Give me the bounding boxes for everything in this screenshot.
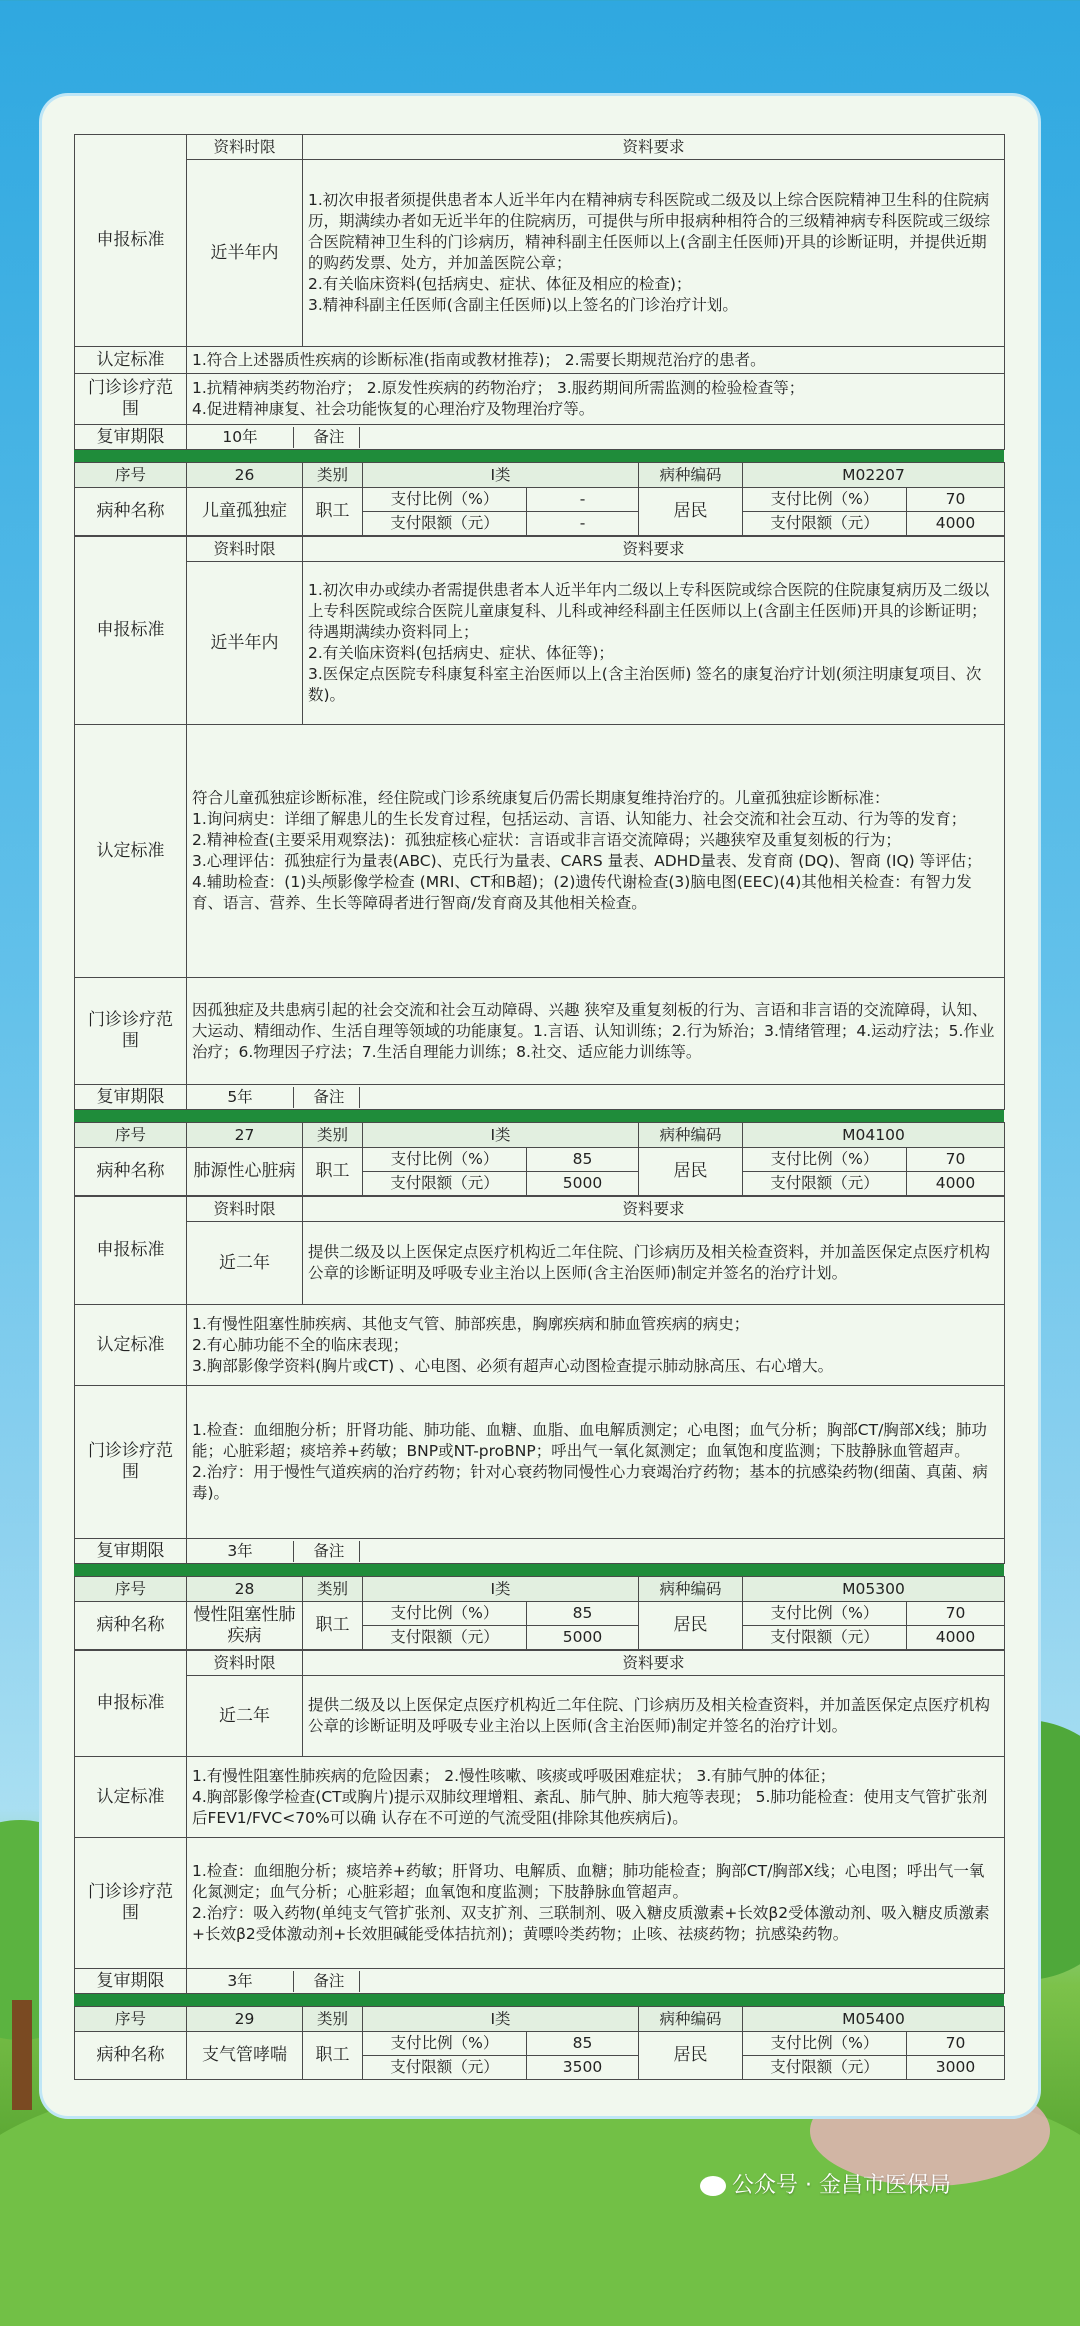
mingcheng-value: 儿童孤独症 [187, 488, 303, 536]
zg-bili-value: 85 [527, 2032, 639, 2056]
fushen-label: 复审期限 [75, 1539, 187, 1564]
jm-xiane-value: 4000 [907, 1626, 1005, 1650]
rending-label: 认定标准 [75, 1305, 187, 1386]
jm-bili-label: 支付比例（%） [743, 488, 907, 512]
beizhu-label: 备注 [299, 1971, 360, 1992]
rending-label: 认定标准 [75, 1757, 187, 1838]
fushen-label: 复审期限 [75, 1969, 187, 1994]
bianma-value: M05300 [743, 1577, 1005, 1602]
xuhao-label: 序号 [75, 1577, 187, 1602]
jm-xiane-value: 4000 [907, 512, 1005, 536]
leibie-label: 类别 [303, 1123, 363, 1148]
jm-xiane-label: 支付限额（元） [743, 1626, 907, 1650]
fushen-value: 3年 [187, 1971, 294, 1992]
menzhen-value: 1.检查：血细胞分析；肝肾功能、肺功能、血糖、血脂、血电解质测定；心电图；血气分析；胸部CT/胸部X线；肺功能；心脏彩超；痰培养+药敏；BNP或NT-proBNP；呼出气一氧化氮测定；血氧饱和度监测；下肢静脉血管超声。 2.治疗：用于慢性气道疾病的治疗药物；针对心衰药物同慢性心力衰竭治疗药物；基本的抗感染药物(细菌、真菌、病毒)。 [187, 1386, 1005, 1539]
zg-xiane-value: - [527, 512, 639, 536]
section-divider [74, 1564, 1004, 1576]
zg-bili-value: - [527, 488, 639, 512]
zg-xiane-value: 5000 [527, 1626, 639, 1650]
bianma-label: 病种编码 [639, 1577, 743, 1602]
jm-xiane-label: 支付限额（元） [743, 512, 907, 536]
leibie-value: Ⅰ类 [363, 1123, 639, 1148]
ziliao-yaoqiu-header: 资料要求 [303, 1651, 1005, 1676]
ziliao-shixian-value: 近二年 [187, 1676, 303, 1757]
rending-value: 符合儿童孤独症诊断标准，经住院或门诊系统康复后仍需长期康复维持治疗的。儿童孤独症诊断标准： 1.询问病史：详细了解患儿的生长发育过程，包括运动、言语、认知能力、社会交流和社会互动、行为等的发育； 2.精神检查(主要采用观察法)：孤独症核心症状：言语或非言语交流障碍；兴趣狭窄及重复刻板的行为； 3.心理评估：孤独症行为量表(ABC)、克氏行为量表、CARS 量表、ADHD量表、发育商 (DQ)、智商 (IQ) 等评估； 4.辅助检查：(1)头颅影像学检查 (MRI、CT和B超)；(2)遗传代谢检查(3)脑电图(EEC)(4)其他相关检查：有智力发育、语言、营养、生长等障碍者进行智商/发育商及其他相关检查。 [187, 725, 1005, 978]
fushen-value: 10年 [187, 427, 294, 448]
beizhu-label: 备注 [299, 1541, 360, 1562]
mingcheng-label: 病种名称 [75, 1602, 187, 1650]
ziliao-shixian-header: 资料时限 [187, 1651, 303, 1676]
bianma-value: M04100 [743, 1123, 1005, 1148]
mingcheng-label: 病种名称 [75, 1148, 187, 1196]
ziliao-yaoqiu-header: 资料要求 [303, 1197, 1005, 1222]
xuhao-value: 27 [187, 1123, 303, 1148]
rending-value: 1.有慢性阻塞性肺疾病、其他支气管、肺部疾患，胸廓疾病和肺血管疾病的病史； 2.有心肺功能不全的临床表现； 3.胸部影像学资料(胸片或CT) 、心电图、必须有超声心动图检查提示肺动脉高压、右心增大。 [187, 1305, 1005, 1386]
content-card [42, 96, 1038, 2116]
bianma-label: 病种编码 [639, 1123, 743, 1148]
zg-bili-label: 支付比例（%） [363, 1148, 527, 1172]
menzhen-value: 因孤独症及共患病引起的社会交流和社会互动障碍、兴趣 狭窄及重复刻板的行为、言语和非言语的交流障碍，认知、大运动、精细动作、生活自理等领域的功能康复。1.言语、认知训练；2.行为矫治；3.情绪管理；4.运动疗法；5.作业治疗；6.物理因子疗法；7.生活自理能力训练；8.社交、适应能力训练等。 [187, 978, 1005, 1085]
jumin-label: 居民 [639, 2032, 743, 2080]
zg-bili-label: 支付比例（%） [363, 1602, 527, 1626]
jm-bili-value: 70 [907, 1602, 1005, 1626]
disease-table-27 [74, 1122, 1005, 1196]
wechat-icon [700, 2176, 726, 2196]
disease-table-26 [74, 462, 1005, 536]
bianma-label: 病种编码 [639, 463, 743, 488]
menzhen-label: 门诊诊疗范围 [75, 1838, 187, 1969]
fushen-row [187, 1539, 1005, 1564]
xuhao-value: 28 [187, 1577, 303, 1602]
ziliao-yaoqiu-header: 资料要求 [303, 135, 1005, 160]
jm-bili-label: 支付比例（%） [743, 1148, 907, 1172]
fushen-row [187, 425, 1005, 450]
jumin-label: 居民 [639, 488, 743, 536]
beizhu-label: 备注 [299, 427, 360, 448]
jm-xiane-value: 3000 [907, 2056, 1005, 2080]
zg-xiane-value: 3500 [527, 2056, 639, 2080]
section-divider [74, 450, 1004, 462]
leibie-label: 类别 [303, 2007, 363, 2032]
jm-bili-label: 支付比例（%） [743, 1602, 907, 1626]
zg-xiane-label: 支付限额（元） [363, 512, 527, 536]
beizhu-label: 备注 [299, 1087, 360, 1108]
mingcheng-value: 支气管哮喘 [187, 2032, 303, 2080]
footer-watermark [700, 2168, 1060, 2198]
disease-table-28 [74, 1576, 1005, 1650]
ziliao-shixian-value: 近半年内 [187, 562, 303, 725]
zg-xiane-label: 支付限额（元） [363, 2056, 527, 2080]
jm-xiane-label: 支付限额（元） [743, 2056, 907, 2080]
jm-xiane-label: 支付限额（元） [743, 1172, 907, 1196]
fushen-value: 5年 [187, 1087, 294, 1108]
fushen-row [187, 1969, 1005, 1994]
zg-bili-label: 支付比例（%） [363, 488, 527, 512]
ziliao-shixian-value: 近二年 [187, 1222, 303, 1305]
fushen-label: 复审期限 [75, 1085, 187, 1110]
leibie-value: Ⅰ类 [363, 1577, 639, 1602]
menzhen-value: 1.抗精神病类药物治疗； 2.原发性疾病的药物治疗； 3.服药期间所需监测的检验检查等； 4.促进精神康复、社会功能恢复的心理治疗及物理治疗等。 [187, 374, 1005, 425]
rending-value: 1.有慢性阻塞性肺疾病的危险因素； 2.慢性咳嗽、咳痰或呼吸困难症状； 3.有肺气肿的体征； 4.胸部影像学检查(CT或胸片)提示双肺纹理增粗、紊乱、肺气肿、肺大疱等表现； 5.肺功能检查：使用支气管扩张剂后FEV1/FVC<70%可以确 认存在不可逆的气流受阻(排除其他疾病后)。 [187, 1757, 1005, 1838]
xuhao-value: 26 [187, 463, 303, 488]
content-tables [74, 134, 1004, 2080]
ziliao-yaoqiu-value: 提供二级及以上医保定点医疗机构近二年住院、门诊病历及相关检查资料，并加盖医保定点医疗机构公章的诊断证明及呼吸专业主治以上医师(含主治医师)制定并签名的治疗计划。 [303, 1222, 1005, 1305]
xuhao-label: 序号 [75, 2007, 187, 2032]
menzhen-label: 门诊诊疗范围 [75, 978, 187, 1085]
ziliao-shixian-value: 近半年内 [187, 160, 303, 347]
zg-xiane-label: 支付限额（元） [363, 1626, 527, 1650]
jm-bili-value: 70 [907, 488, 1005, 512]
disease-detail-26 [74, 536, 1005, 1110]
jm-bili-value: 70 [907, 1148, 1005, 1172]
disease-detail-28 [74, 1650, 1005, 1994]
mingcheng-label: 病种名称 [75, 2032, 187, 2080]
menzhen-label: 门诊诊疗范围 [75, 1386, 187, 1539]
bianma-label: 病种编码 [639, 2007, 743, 2032]
shenbao-label: 申报标准 [75, 1197, 187, 1305]
ziliao-yaoqiu-value: 提供二级及以上医保定点医疗机构近二年住院、门诊病历及相关检查资料，并加盖医保定点医疗机构公章的诊断证明及呼吸专业主治以上医师(含主治医师)制定并签名的治疗计划。 [303, 1676, 1005, 1757]
fushen-row [187, 1085, 1005, 1110]
ziliao-yaoqiu-value: 1.初次申报者须提供患者本人近半年内在精神病专科医院或二级及以上综合医院精神卫生科的住院病历，期满续办者如无近半年的住院病历，可提供与所申报病种相符合的三级精神病专科医院或三级综合医院精神卫生科的门诊病历，精神科副主任医师以上(含副主任医师)开具的诊断证明，并提供近期的购药发票、处方，并加盖医院公章； 2.有关临床资料(包括病史、症状、体征及相应的检查)； 3.精神科副主任医师(含副主任医师)以上签名的门诊治疗计划。 [303, 160, 1005, 347]
menzhen-label: 门诊诊疗范围 [75, 374, 187, 425]
jm-bili-label: 支付比例（%） [743, 2032, 907, 2056]
mingcheng-value: 肺源性心脏病 [187, 1148, 303, 1196]
leibie-label: 类别 [303, 1577, 363, 1602]
bianma-value: M05400 [743, 2007, 1005, 2032]
disease-table-prev [74, 134, 1005, 450]
rending-label: 认定标准 [75, 725, 187, 978]
background-tree-trunk [12, 2000, 32, 2110]
xuhao-value: 29 [187, 2007, 303, 2032]
section-divider [74, 1994, 1004, 2006]
xuhao-label: 序号 [75, 1123, 187, 1148]
zg-xiane-value: 5000 [527, 1172, 639, 1196]
jm-xiane-value: 4000 [907, 1172, 1005, 1196]
zg-xiane-label: 支付限额（元） [363, 1172, 527, 1196]
zg-bili-label: 支付比例（%） [363, 2032, 527, 2056]
shenbao-label: 申报标准 [75, 1651, 187, 1757]
zhigong-label: 职工 [303, 2032, 363, 2080]
xuhao-label: 序号 [75, 463, 187, 488]
zg-bili-value: 85 [527, 1148, 639, 1172]
shenbao-label: 申报标准 [75, 135, 187, 347]
leibie-value: Ⅰ类 [363, 2007, 639, 2032]
rending-value: 1.符合上述器质性疾病的诊断标准(指南或教材推荐)； 2.需要长期规范治疗的患者。 [187, 347, 1005, 374]
leibie-value: Ⅰ类 [363, 463, 639, 488]
fushen-label: 复审期限 [75, 425, 187, 450]
bianma-value: M02207 [743, 463, 1005, 488]
fushen-value: 3年 [187, 1541, 294, 1562]
shenbao-label: 申报标准 [75, 537, 187, 725]
ziliao-shixian-header: 资料时限 [187, 135, 303, 160]
menzhen-value: 1.检查：血细胞分析；痰培养+药敏；肝肾功、电解质、血糖；肺功能检查；胸部CT/胸部X线；心电图；呼出气一氧化氮测定；血气分析；心脏彩超；血氧饱和度监测；下肢静脉血管超声。 2.治疗：吸入药物(单纯支气管扩张剂、双支扩剂、三联制剂、吸入糖皮质激素+长效β2受体激动剂、吸入糖皮质激素+长效β2受体激动剂+长效胆碱能受体拮抗剂)；黄嘌呤类药物；止咳、祛痰药物；抗感染药物。 [187, 1838, 1005, 1969]
zhigong-label: 职工 [303, 1602, 363, 1650]
jumin-label: 居民 [639, 1148, 743, 1196]
ziliao-shixian-header: 资料时限 [187, 1197, 303, 1222]
mingcheng-value: 慢性阻塞性肺疾病 [187, 1602, 303, 1650]
jumin-label: 居民 [639, 1602, 743, 1650]
ziliao-yaoqiu-value: 1.初次申办或续办者需提供患者本人近半年内二级以上专科医院或综合医院的住院康复病历及二级以上专科医院或综合医院儿童康复科、儿科或神经科副主任医师以上(含副主任医师)开具的诊断证明；待遇期满续办资料同上； 2.有关临床资料(包括病史、症状、体征等)； 3.医保定点医院专科康复科室主治医师以上(含主治医师) 签名的康复治疗计划(须注明康复项目、次数)。 [303, 562, 1005, 725]
zhigong-label: 职工 [303, 488, 363, 536]
mingcheng-label: 病种名称 [75, 488, 187, 536]
ziliao-shixian-header: 资料时限 [187, 537, 303, 562]
footer-text: 公众号 · 金昌市医保局 [732, 2173, 951, 2198]
zhigong-label: 职工 [303, 1148, 363, 1196]
jm-bili-value: 70 [907, 2032, 1005, 2056]
ziliao-yaoqiu-header: 资料要求 [303, 537, 1005, 562]
disease-table-29 [74, 2006, 1005, 2080]
section-divider [74, 1110, 1004, 1122]
rending-label: 认定标准 [75, 347, 187, 374]
disease-detail-27 [74, 1196, 1005, 1564]
zg-bili-value: 85 [527, 1602, 639, 1626]
leibie-label: 类别 [303, 463, 363, 488]
